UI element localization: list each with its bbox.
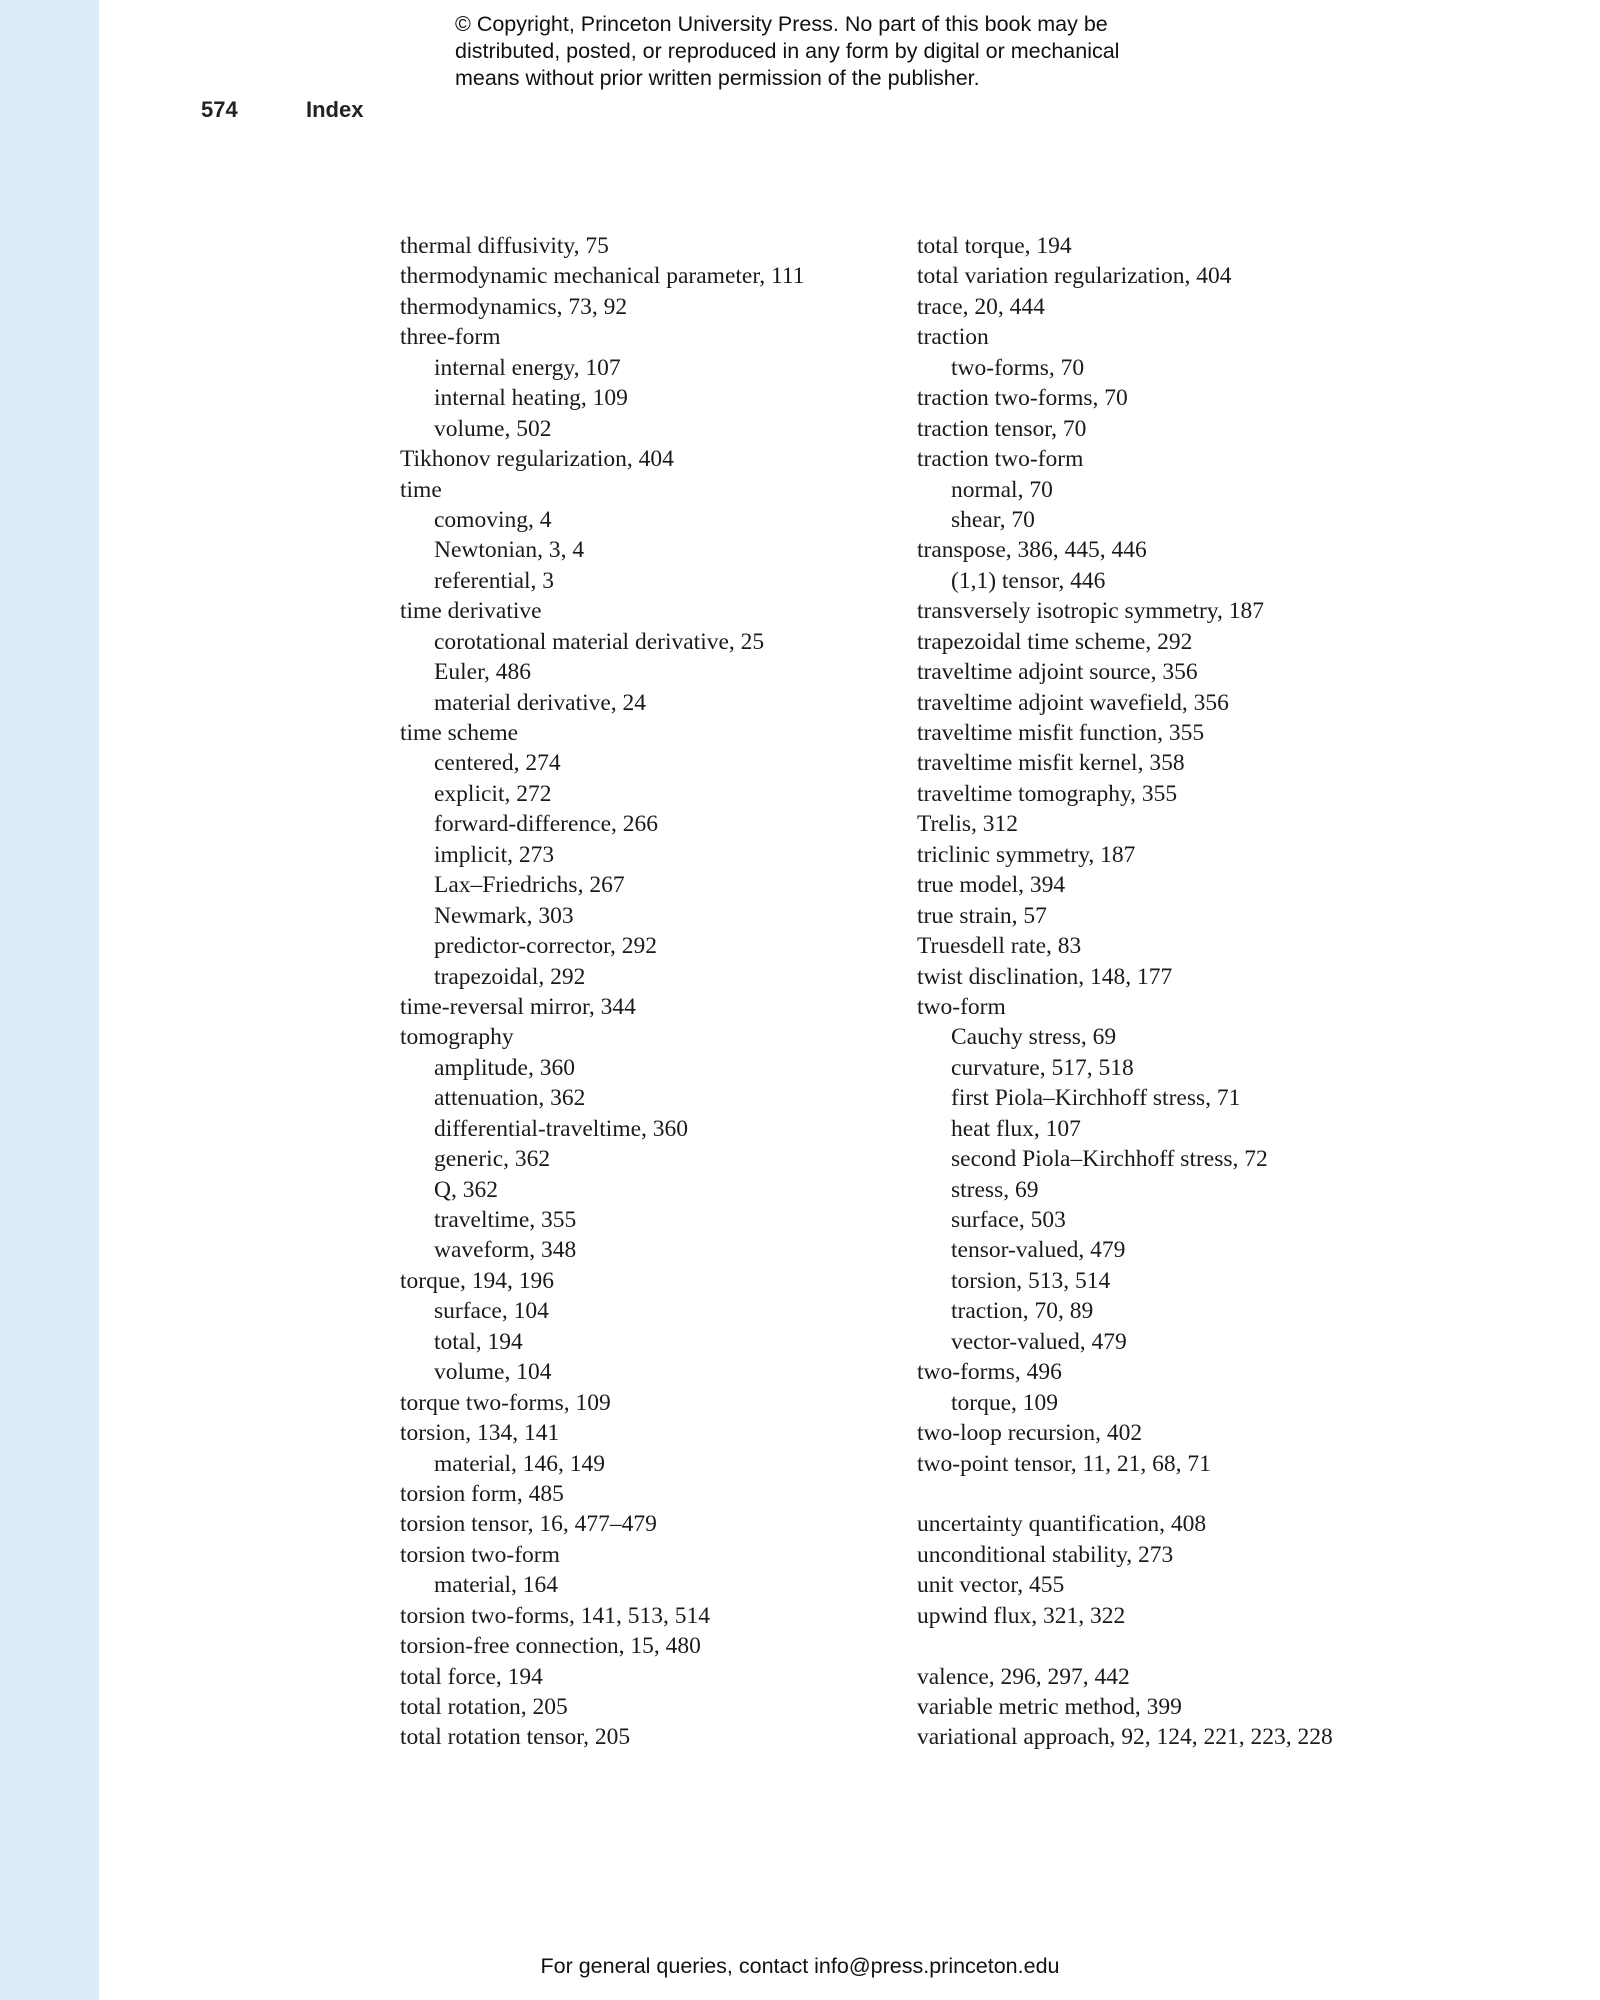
- index-entry: two-loop recursion, 402: [917, 1420, 1143, 1447]
- index-subentry: surface, 503: [951, 1207, 1066, 1233]
- index-entry: uncertainty quantification, 408: [917, 1511, 1207, 1538]
- index-entry: Truesdell rate, 83: [917, 933, 1082, 960]
- index-entry: traveltime misfit kernel, 358: [917, 750, 1185, 777]
- index-entry: time: [400, 476, 442, 503]
- index-subentry: centered, 274: [434, 750, 561, 777]
- index-subentry: generic, 362: [434, 1146, 551, 1173]
- index-subentry: Euler, 486: [434, 659, 531, 686]
- index-entry: total rotation tensor, 205: [400, 1724, 631, 1751]
- footer-contact: [0, 1952, 1600, 1980]
- index-entry: two-point tensor, 11, 21, 68, 71: [917, 1450, 1211, 1477]
- index-subentry: internal energy, 107: [434, 354, 621, 381]
- copyright-line: means without prior written permission of the publisher.: [455, 66, 980, 90]
- index-entry: traveltime tomography, 355: [917, 780, 1178, 807]
- index-subentry: second Piola–Kirchhoff stress, 72: [951, 1146, 1268, 1173]
- index-subentry: waveform, 348: [434, 1237, 577, 1264]
- index-entry: upwind flux, 321, 322: [917, 1602, 1126, 1629]
- page-number: 574: [201, 97, 238, 122]
- index-entry: trace, 20, 444: [917, 293, 1045, 320]
- index-subentry: internal heating, 109: [434, 385, 628, 412]
- index-subentry: corotational material derivative, 25: [434, 628, 765, 655]
- index-entry: traction tensor, 70: [917, 415, 1087, 442]
- index-entry: time derivative: [400, 598, 542, 625]
- index-subentry: material, 146, 149: [434, 1450, 605, 1477]
- index-subentry: differential-traveltime, 360: [434, 1115, 689, 1142]
- copyright-notice: [455, 11, 1215, 92]
- index-entry: unit vector, 455: [917, 1572, 1065, 1599]
- index-entry: torsion form, 485: [400, 1480, 564, 1507]
- index-entry: trapezoidal time scheme, 292: [917, 628, 1193, 655]
- index-subentry: surface, 104: [434, 1298, 549, 1325]
- index-entry: two-forms, 496: [917, 1359, 1062, 1386]
- index-subentry: volume, 104: [434, 1359, 552, 1386]
- index-entry: Tikhonov regularization, 404: [400, 446, 674, 473]
- index-subentry: two-forms, 70: [951, 354, 1085, 381]
- index-entry: time-reversal mirror, 344: [400, 993, 636, 1020]
- section-title: Index: [306, 97, 364, 122]
- index-entry: variational approach, 92, 124, 221, 223, 228: [917, 1724, 1333, 1751]
- index-column-left: [400, 231, 900, 1753]
- index-entry: tomography: [400, 1024, 514, 1051]
- index-subentry: explicit, 272: [434, 780, 552, 807]
- index-subentry: comoving, 4: [434, 506, 552, 533]
- index-subentry: Cauchy stress, 69: [951, 1024, 1117, 1051]
- index-entry: torsion, 134, 141: [400, 1420, 560, 1447]
- index-subentry: stress, 69: [951, 1176, 1039, 1203]
- index-entry: traction: [917, 324, 989, 351]
- footer-text: For general queries, contact info@press.princeton.edu: [540, 1954, 1060, 1978]
- index-subentry: (1,1) tensor, 446: [951, 567, 1106, 594]
- index-entry: torque, 194, 196: [400, 1267, 555, 1294]
- index-entry: valence, 296, 297, 442: [917, 1663, 1130, 1690]
- index-entry: transpose, 386, 445, 446: [917, 537, 1147, 564]
- index-subentry: torque, 109: [951, 1389, 1059, 1416]
- index-subentry: Newtonian, 3, 4: [434, 537, 585, 564]
- index-entry: true strain, 57: [917, 902, 1047, 929]
- index-entry: twist disclination, 148, 177: [917, 963, 1173, 990]
- index-subentry: normal, 70: [951, 476, 1053, 503]
- index-subentry: traveltime, 355: [434, 1207, 577, 1233]
- index-entry: total rotation, 205: [400, 1694, 568, 1720]
- side-band: [0, 0, 99, 2000]
- index-subentry: tensor-valued, 479: [951, 1237, 1126, 1264]
- index-subentry: Q, 362: [434, 1176, 498, 1203]
- index-subentry: trapezoidal, 292: [434, 963, 586, 990]
- index-subentry: curvature, 517, 518: [951, 1054, 1134, 1081]
- index-subentry: shear, 70: [951, 506, 1035, 533]
- index-entry: torsion two-forms, 141, 513, 514: [400, 1602, 711, 1629]
- index-entry: time scheme: [400, 720, 519, 746]
- index-entry: thermodynamics, 73, 92: [400, 293, 628, 320]
- index-entry: traction two-form: [917, 446, 1084, 473]
- index-entry: two-form: [917, 993, 1006, 1020]
- index-entry: triclinic symmetry, 187: [917, 841, 1136, 868]
- index-subentry: amplitude, 360: [434, 1054, 575, 1081]
- index-entry: traveltime adjoint source, 356: [917, 659, 1198, 686]
- index-subentry: implicit, 273: [434, 841, 555, 868]
- index-entry: torsion tensor, 16, 477–479: [400, 1511, 657, 1538]
- index-entry: total variation regularization, 404: [917, 263, 1232, 290]
- index-subentry: heat flux, 107: [951, 1115, 1081, 1142]
- index-entry: traction two-forms, 70: [917, 385, 1128, 412]
- index-entry: torque two-forms, 109: [400, 1389, 611, 1416]
- index-subentry: total, 194: [434, 1328, 523, 1355]
- index-subentry: first Piola–Kirchhoff stress, 71: [951, 1085, 1241, 1112]
- index-entry: torsion-free connection, 15, 480: [400, 1633, 701, 1660]
- copyright-line: © Copyright, Princeton University Press. No part of this book may be: [455, 12, 1108, 36]
- index-entry: thermal diffusivity, 75: [400, 233, 609, 259]
- index-entry: torsion two-form: [400, 1541, 560, 1568]
- index-subentry: vector-valued, 479: [951, 1328, 1127, 1355]
- index-subentry: torsion, 513, 514: [951, 1267, 1111, 1294]
- index-entry: three-form: [400, 324, 501, 351]
- index-subentry: material, 164: [434, 1572, 558, 1599]
- index-subentry: material derivative, 24: [434, 689, 647, 716]
- index-gap: [917, 1631, 1557, 1661]
- index-gap: [917, 1479, 1557, 1509]
- index-entry: traveltime adjoint wavefield, 356: [917, 689, 1229, 716]
- copyright-line: distributed, posted, or reproduced in any form by digital or mechanical: [455, 39, 1120, 63]
- index-subentry: attenuation, 362: [434, 1085, 586, 1112]
- index-subentry: predictor-corrector, 292: [434, 933, 658, 960]
- index-subentry: Lax–Friedrichs, 267: [434, 872, 625, 899]
- index-subentry: Newmark, 303: [434, 902, 574, 929]
- index-subentry: referential, 3: [434, 567, 555, 594]
- index-column-right: [917, 231, 1557, 1753]
- index-entry: traveltime misfit function, 355: [917, 720, 1205, 746]
- index-entry: Trelis, 312: [917, 811, 1018, 838]
- index-entry: thermodynamic mechanical parameter, 111: [400, 263, 805, 290]
- index-entry: variable metric method, 399: [917, 1694, 1182, 1720]
- index-subentry: forward-difference, 266: [434, 811, 659, 838]
- index-entry: total force, 194: [400, 1663, 543, 1690]
- index-entry: transversely isotropic symmetry, 187: [917, 598, 1264, 625]
- index-subentry: volume, 502: [434, 415, 552, 442]
- index-entry: unconditional stability, 273: [917, 1541, 1174, 1568]
- index-entry: total torque, 194: [917, 233, 1072, 259]
- index-subentry: traction, 70, 89: [951, 1298, 1094, 1325]
- index-entry: true model, 394: [917, 872, 1066, 899]
